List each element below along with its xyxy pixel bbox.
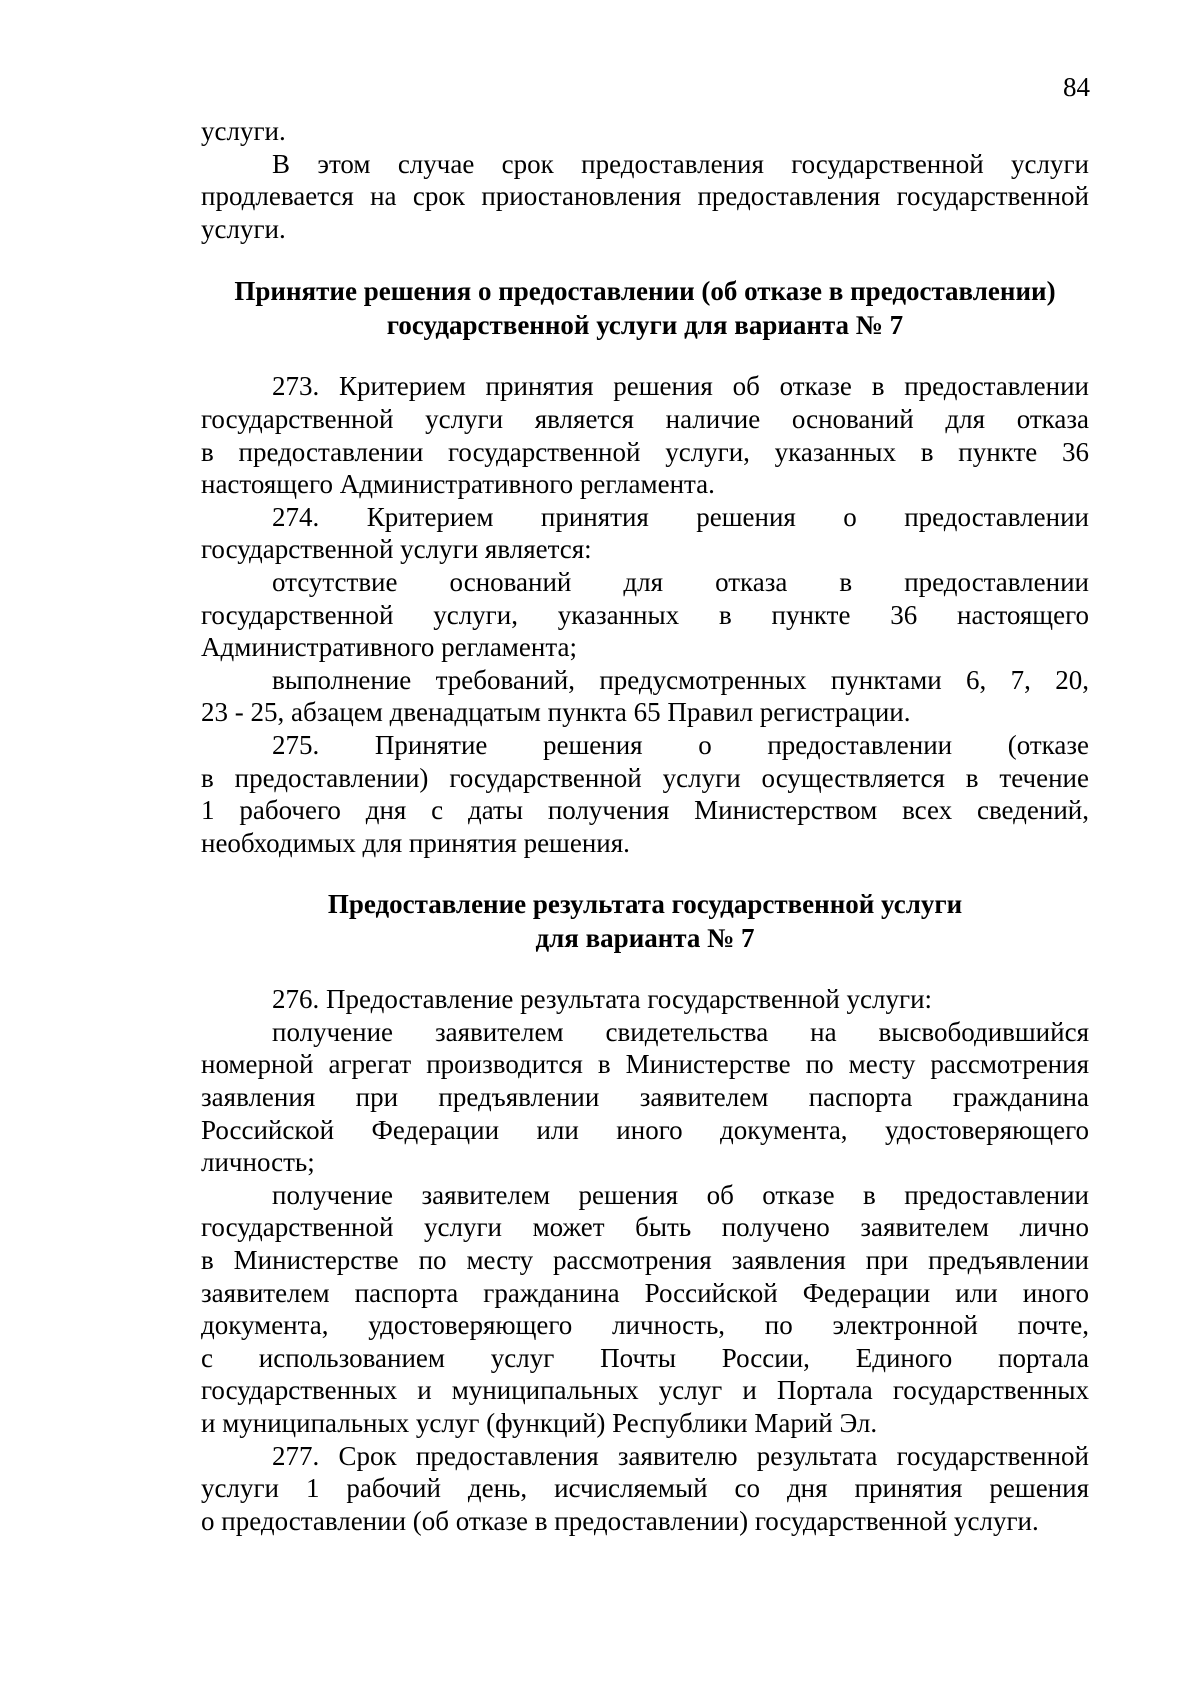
text-line: в предоставлении) государственной услуги осуществляется в течение [201,762,1089,793]
text-line: необходимых для принятия решения. [201,827,630,858]
page-body [201,115,1089,1537]
text-line: получение заявителем свидетельства на высвободившийся [272,1016,1089,1047]
text-line: 275. Принятие решения о предоставлении (отказе [272,729,1089,760]
text-line: продлевается на срок приостановления предоставления государственной [201,181,1089,212]
text-line: документа, удостоверяющего личность, по электронной почте, [201,1310,1089,1341]
text-line: государственной услуги является: [201,534,592,565]
text-line: 273. Критерием принятия решения об отказе в предоставлении [272,371,1089,402]
text-line: 274. Критерием принятия решения о предоставлении [272,501,1089,532]
section-heading [201,887,1089,955]
text-line: Российской Федерации или иного документа, удостоверяющего [201,1114,1089,1145]
text-line: и муниципальных услуг (функций) Республики Марий Эл. [201,1408,878,1438]
text-line: 1 рабочего дня с даты получения Министерством всех сведений, [201,795,1089,826]
text-line: услуги. [201,116,286,146]
section-body [201,983,1089,1537]
text-line: услуги. [201,213,286,244]
heading-line: Принятие решения о предоставлении (об отказе в предоставлении) [234,276,1056,307]
text-line: 277. Срок предоставления заявителю результата государственной [272,1440,1089,1471]
heading-line: для варианта № 7 [535,923,755,954]
heading-line: государственной услуги для варианта № 7 [386,310,904,341]
text-line: В этом случае срок предоставления государственной услуги [272,148,1089,179]
text-line: выполнение требований, предусмотренных пунктами 6, 7, 20, [272,664,1089,695]
text-line: 23 - 25, абзацем двенадцатым пункта 65 Правил регистрации. [201,697,911,728]
text-line: государственных и муниципальных услуг и Портала государственных [201,1375,1089,1406]
text-line: получение заявителем решения об отказе в предоставлении [272,1179,1089,1210]
text-line: личность; [201,1147,315,1178]
text-line: заявления при предъявлении заявителем паспорта гражданина [201,1082,1089,1113]
text-line: отсутствие оснований для отказа в предоставлении [272,566,1089,597]
text-line: с использованием услуг Почты России, Единого портала [201,1342,1089,1373]
section-body [201,370,1089,859]
text-line: номерной агрегат производится в Министерстве по месту рассмотрения [201,1049,1089,1080]
text-line: услуги 1 рабочий день, исчисляемый со дня принятия решения [201,1473,1089,1504]
text-line: в Министерстве по месту рассмотрения заявления при предъявлении [201,1245,1089,1276]
section-heading [201,274,1089,342]
text-line: в предоставлении государственной услуги, указанных в пункте 36 [201,436,1089,467]
text-line: Административного регламента; [201,632,577,663]
text-line: о предоставлении (об отказе в предоставлении) государственной услуги. [201,1505,1039,1536]
text-line: настоящего Административного регламента. [201,469,715,500]
continuation-paragraph [201,115,1089,245]
text-line: государственной услуги, указанных в пункте 36 настоящего [201,599,1089,630]
text-line: 276. Предоставление результата государственной услуги: [272,984,933,1015]
page-number: 84 [1063,72,1090,102]
text-line: заявителем паспорта гражданина Российской Федерации или иного [201,1277,1089,1308]
text-line: государственной услуги является наличие оснований для отказа [201,403,1089,434]
text-line: государственной услуги может быть получено заявителем лично [201,1212,1089,1243]
heading-line: Предоставление результата государственной услуги [327,889,963,920]
